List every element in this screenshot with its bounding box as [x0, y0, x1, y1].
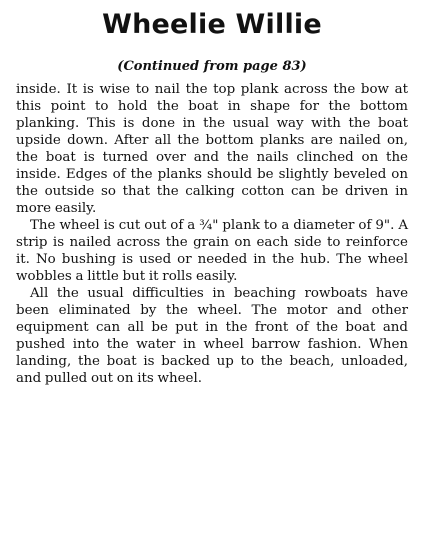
- continued-note: (Continued from page 83): [117, 59, 307, 74]
- paragraph-2: The wheel is cut out of a ¾" plank to a diameter of 9". A strip is nailed across the grain on each side to reinforce it. No bushing is used or needed in the hub. The wheel wobbles a little but it rolls easily.: [16, 218, 408, 284]
- article-title: Wheelie Willie: [102, 9, 322, 40]
- article-body: [16, 81, 408, 387]
- paragraph-3: All the usual difficulties in beaching rowboats have been eliminated by the wheel. The motor and other equipment can all be put in the front of the boat and pushed into the water in wheel barrow fashion. When landing, the boat is backed up to the beach, unloaded, and pulled out on its wheel.: [16, 286, 408, 386]
- paragraph-1: inside. It is wise to nail the top plank across the bow at this point to hold the boat in shape for the bottom planking. This is done in the usual way with the boat upside down. After all the bottom planks are nailed on, the boat is turned over and the nails clinched on the inside. Edges of the planks should be slightly beveled on the outside so that the calking cotton can be driven in more easily.: [16, 82, 408, 216]
